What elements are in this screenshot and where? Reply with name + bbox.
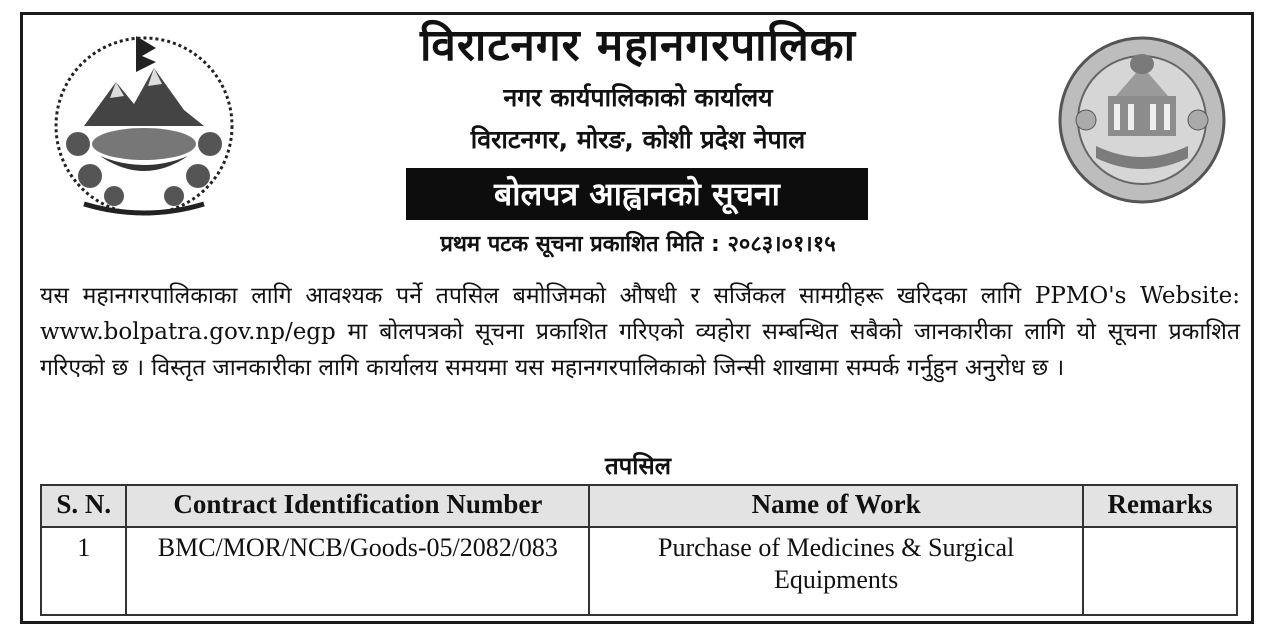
col-header-work: Name of Work [589,485,1083,527]
col-header-contract-id: Contract Identification Number [126,485,589,527]
col-header-sn: S. N. [41,485,126,527]
office-name: नगर कार्यपालिकाको कार्यालय [503,83,773,112]
col-header-remarks: Remarks [1083,485,1237,527]
contract-table [40,484,1238,616]
notice-paragraph: यस महानगरपालिकाका लागि आवश्यक पर्ने तपसिल बमोजिमको औषधी र सर्जिकल सामग्रीहरू खरिदका लागि PPMO's Website: www.bolpatra.gov.np/egp मा बोलपत्रको सूचना प्रकाशित गरिएको व्यहोरा सम्बन्धित सबैको जानकारीका लागि यो सूचना प्रकाशित गरिएको छ । विस्तृत जानकारीका लागि कार्यालय समयमा यस महानगरपालिकाको जिन्सी शाखामा सम्पर्क गर्नुहुन अनुरोध छ । [40,283,1240,381]
address-line: विराटनगर, मोरङ, कोशी प्रदेश नेपाल [470,125,806,154]
schedule-heading: तपसिल [604,452,672,480]
cell-work: Purchase of Medicines & Surgical Equipments [589,527,1083,615]
metropolitan-seal-icon [1056,34,1228,206]
notice-title: बोलपत्र आह्वानको सूचना [406,168,868,220]
municipality-name: विराटनगर महानगरपालिका [420,20,856,71]
table-header-row [41,485,1237,527]
cell-contract-id: BMC/MOR/NCB/Goods-05/2082/083 [126,527,589,615]
cell-sn: 1 [41,527,126,615]
publish-date-line: प्रथम पटक सूचना प्रकाशित मिति : २०८३।०१।१५ [440,232,836,257]
cell-remarks [1083,527,1237,615]
nepal-emblem-icon [44,26,244,222]
table-row [41,527,1237,615]
